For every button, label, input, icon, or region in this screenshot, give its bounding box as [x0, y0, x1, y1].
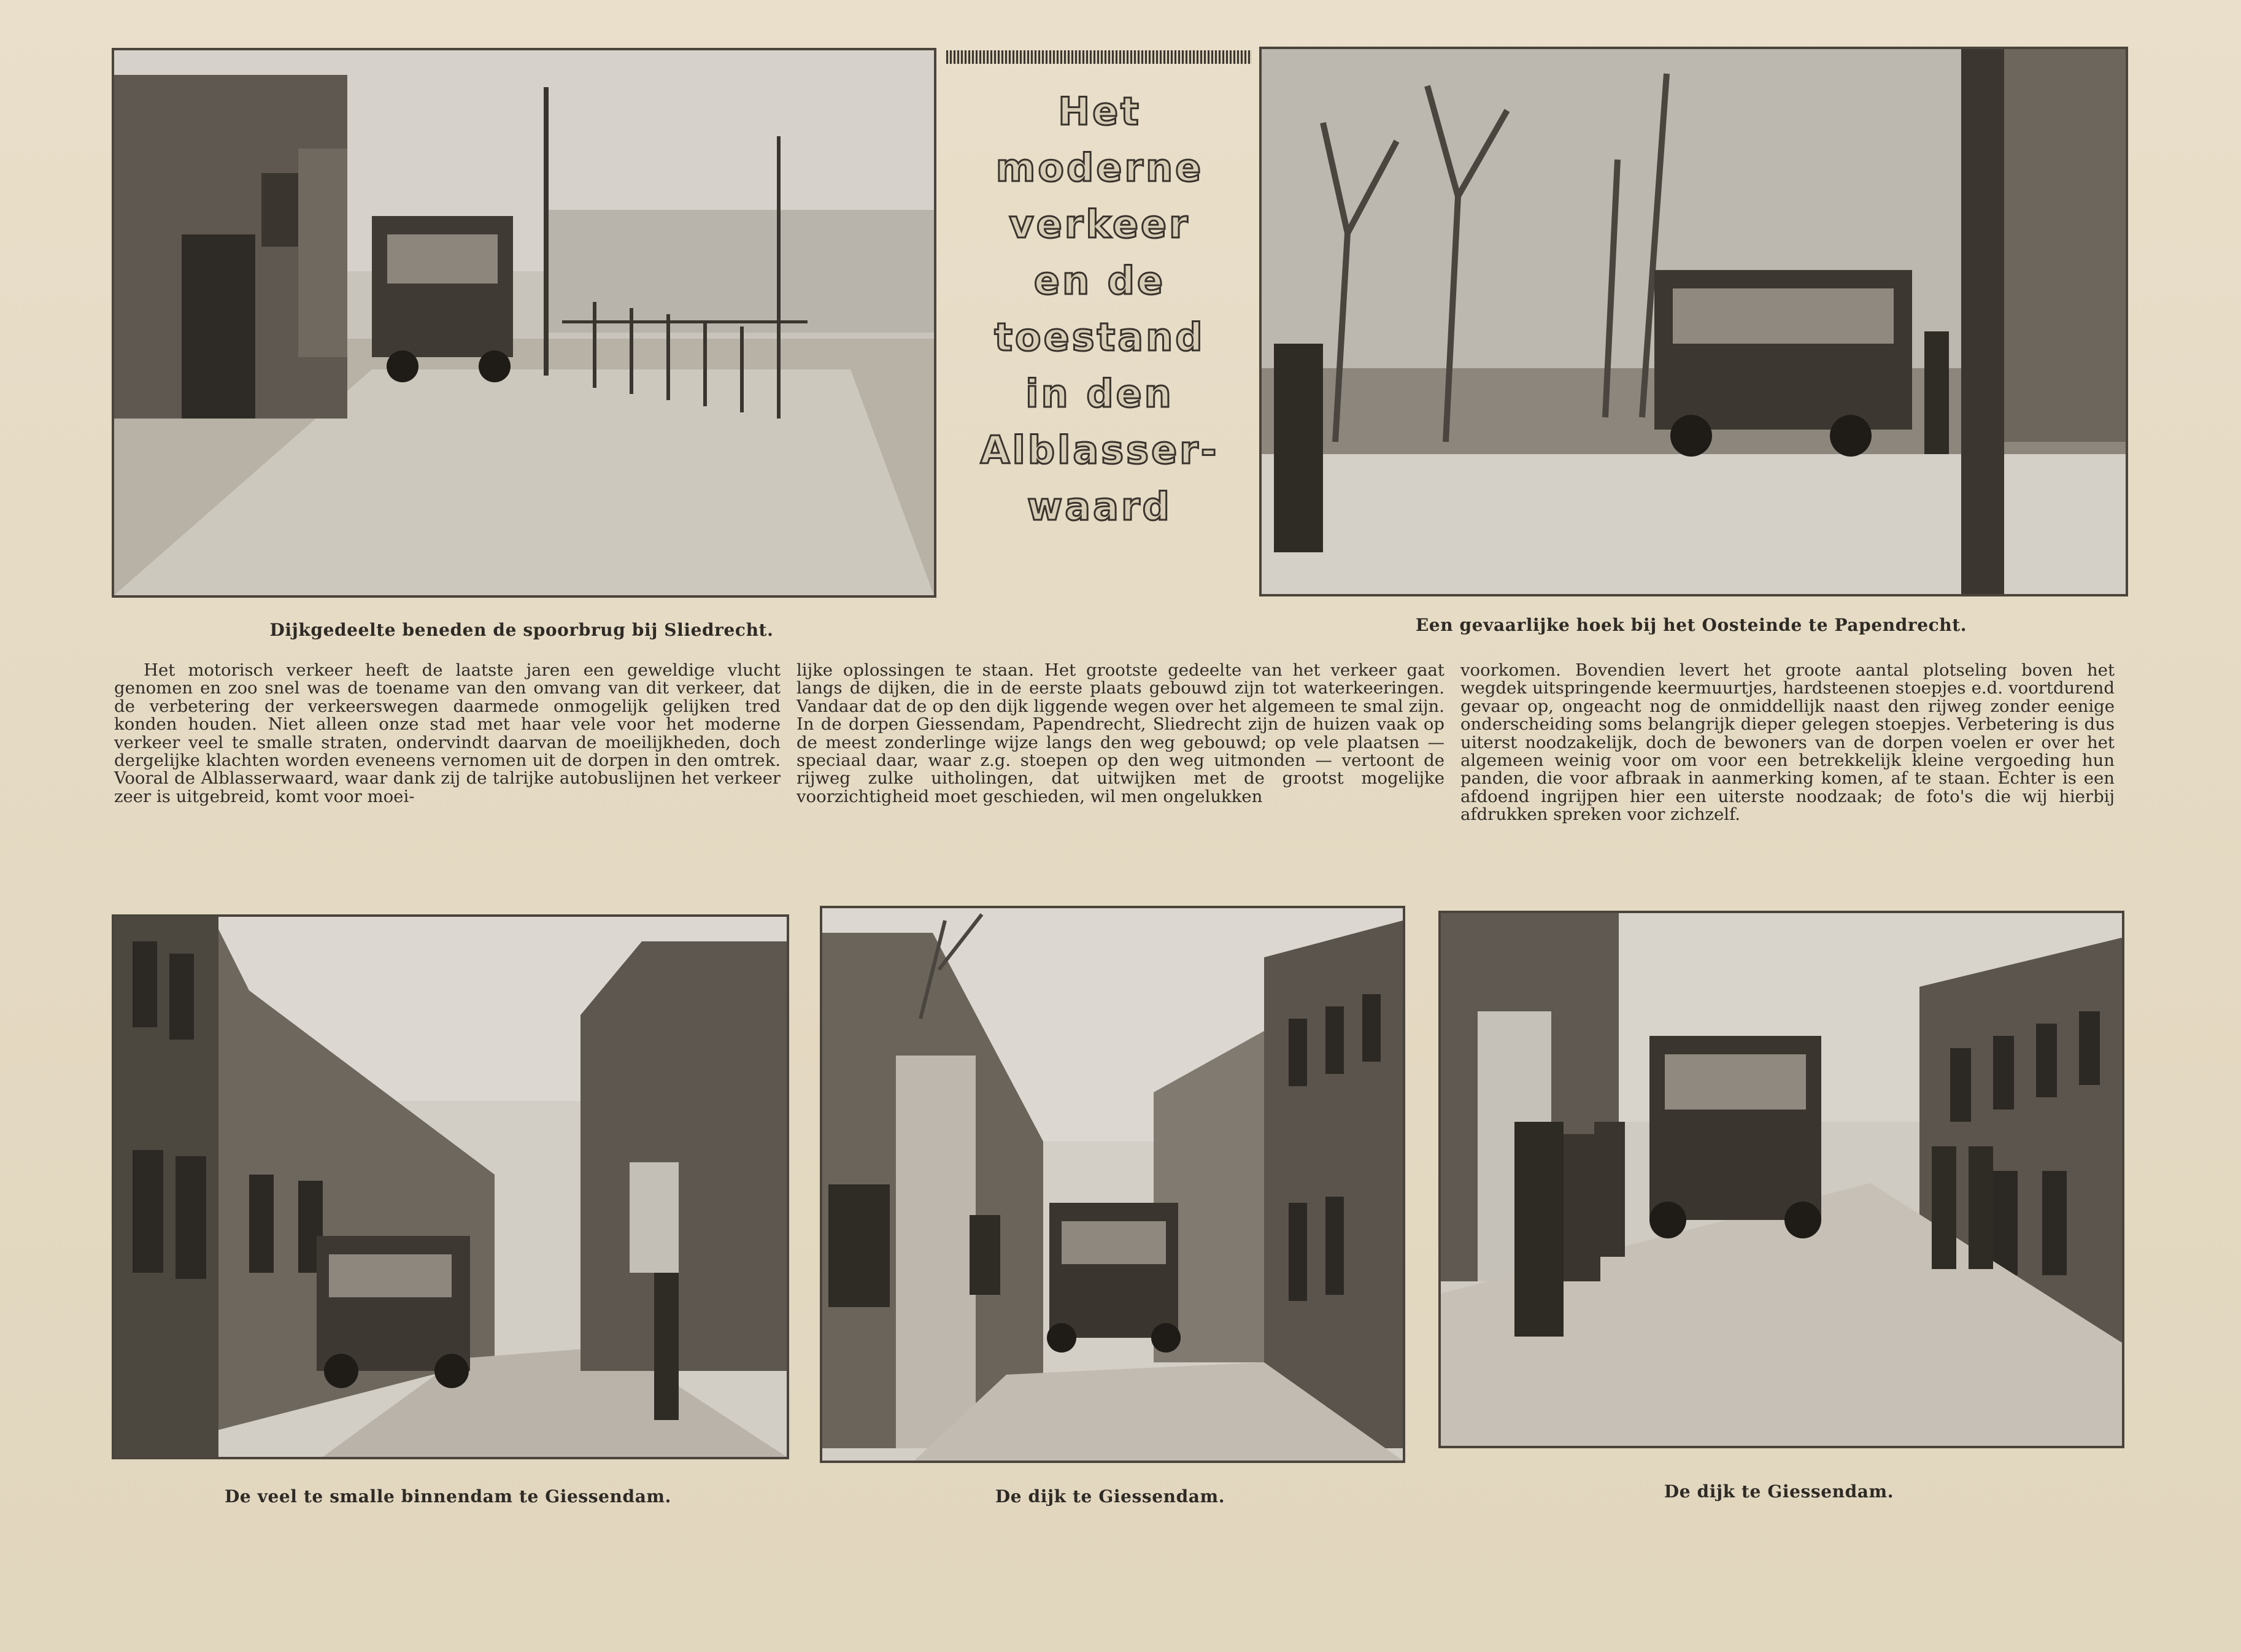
article-paragraph: voorkomen. Bovendien levert het groote aantal plotseling boven het wegdek uitspringende keermuurtjes, hardsteenen stoepjes e.d. voortdurend gevaar op, ongeacht nog de onmiddellijk naast den rijweg zonder eenige onderscheiding soms belangrijk dieper gelegen stoepjes. Verbetering is dus uiterst noodzakelijk, doch de bewoners van de dorpen voelen er over het algemeen weinig voor om voor een betrekkelijk kleine vergoeding hun panden, die voor afbraak in aanmerking komen, af te staan. Echter is een afdoend ingrijpen hier een uiterste noodzaak; de foto's die wij hierbij afdrukken spreken voor zichzelf. [1460, 660, 2115, 825]
headline-line: en de [1033, 258, 1166, 303]
headline-block [940, 47, 1259, 611]
headline [940, 83, 1259, 535]
headline-line: toestand [994, 315, 1205, 360]
photo-caption: Dijkgedeelte beneden de spoorbrug bij Sliedrecht. [269, 620, 774, 640]
photo-dijk-giessendam-2-image [1441, 913, 2122, 1446]
photo-binnendam-giessendam-image [114, 917, 787, 1457]
article-column [1460, 662, 2115, 882]
photo-binnendam-giessendam [112, 914, 789, 1459]
photo-dijk-giessendam-1 [820, 906, 1405, 1463]
photo-dijk-giessendam-2 [1438, 911, 2124, 1448]
photo-dike-sliedrecht [112, 48, 936, 598]
photo-dijk-giessendam-1-image [822, 908, 1403, 1461]
headline-line: in den [1025, 371, 1174, 416]
headline-line: verkeer [1009, 202, 1190, 247]
photo-caption: Een gevaarlijke hoek bij het Oosteinde te Papendrecht. [1415, 615, 1967, 635]
photo-caption: De veel te smalle binnendam te Giessendam. [224, 1486, 672, 1507]
headline-line: waard [1027, 484, 1172, 529]
headline-line: moderne [995, 145, 1204, 190]
headline-line: Het [1058, 89, 1141, 134]
photo-caption: De dijk te Giessendam. [1664, 1481, 1894, 1502]
photo-corner-papendrecht-image [1262, 49, 2126, 594]
article-paragraph: lijke oplossingen te staan. Het grootste gedeelte van het verkeer gaat langs de dijken, die in de eerste plaats gebouwd zijn tot waterkeeringen. Vandaar dat de op den dijk liggende wegen over het algemeen te smal zijn. In de dorpen Giessendam, Papendrecht, Sliedrecht zijn de huizen vaak op de meest zonderlinge wijze langs den weg gebouwd; op vele plaatsen — speciaal daar, waar z.g. stoepen op den weg uitmonden — vertoont de rijweg zulke uitholingen, dat uitwijken met de grootst mogelijke voorzichtigheid moet geschieden, wil men ongelukken [796, 660, 1444, 806]
headline-line: Alblasser- [980, 428, 1219, 473]
headline-rule [946, 50, 1252, 64]
article-paragraph: Het motorisch verkeer heeft de laatste jaren een geweldige vlucht genomen en zoo snel was de toename van den omvang van dit verkeer, dat de verbetering der verkeerswegen daarmede onmogelijk gelijken tred konden houden. Niet alleen onze stad met haar vele voor het moderne verkeer veel te smalle straten, ondervindt daarvan de moeilijkheden, doch dergelijke klachten worden eveneens vernomen uit de dorpen in den omtrek. Vooral de Alblasserwaard, waar dank zij de talrijke autobuslijnen het verkeer zeer is uitgebreid, komt voor moei- [114, 660, 781, 806]
article-column [114, 662, 781, 882]
photo-corner-papendrecht [1259, 47, 2128, 596]
photo-caption: De dijk te Giessendam. [995, 1486, 1225, 1507]
article-column [796, 662, 1444, 882]
photo-dike-sliedrecht-image [114, 50, 934, 595]
